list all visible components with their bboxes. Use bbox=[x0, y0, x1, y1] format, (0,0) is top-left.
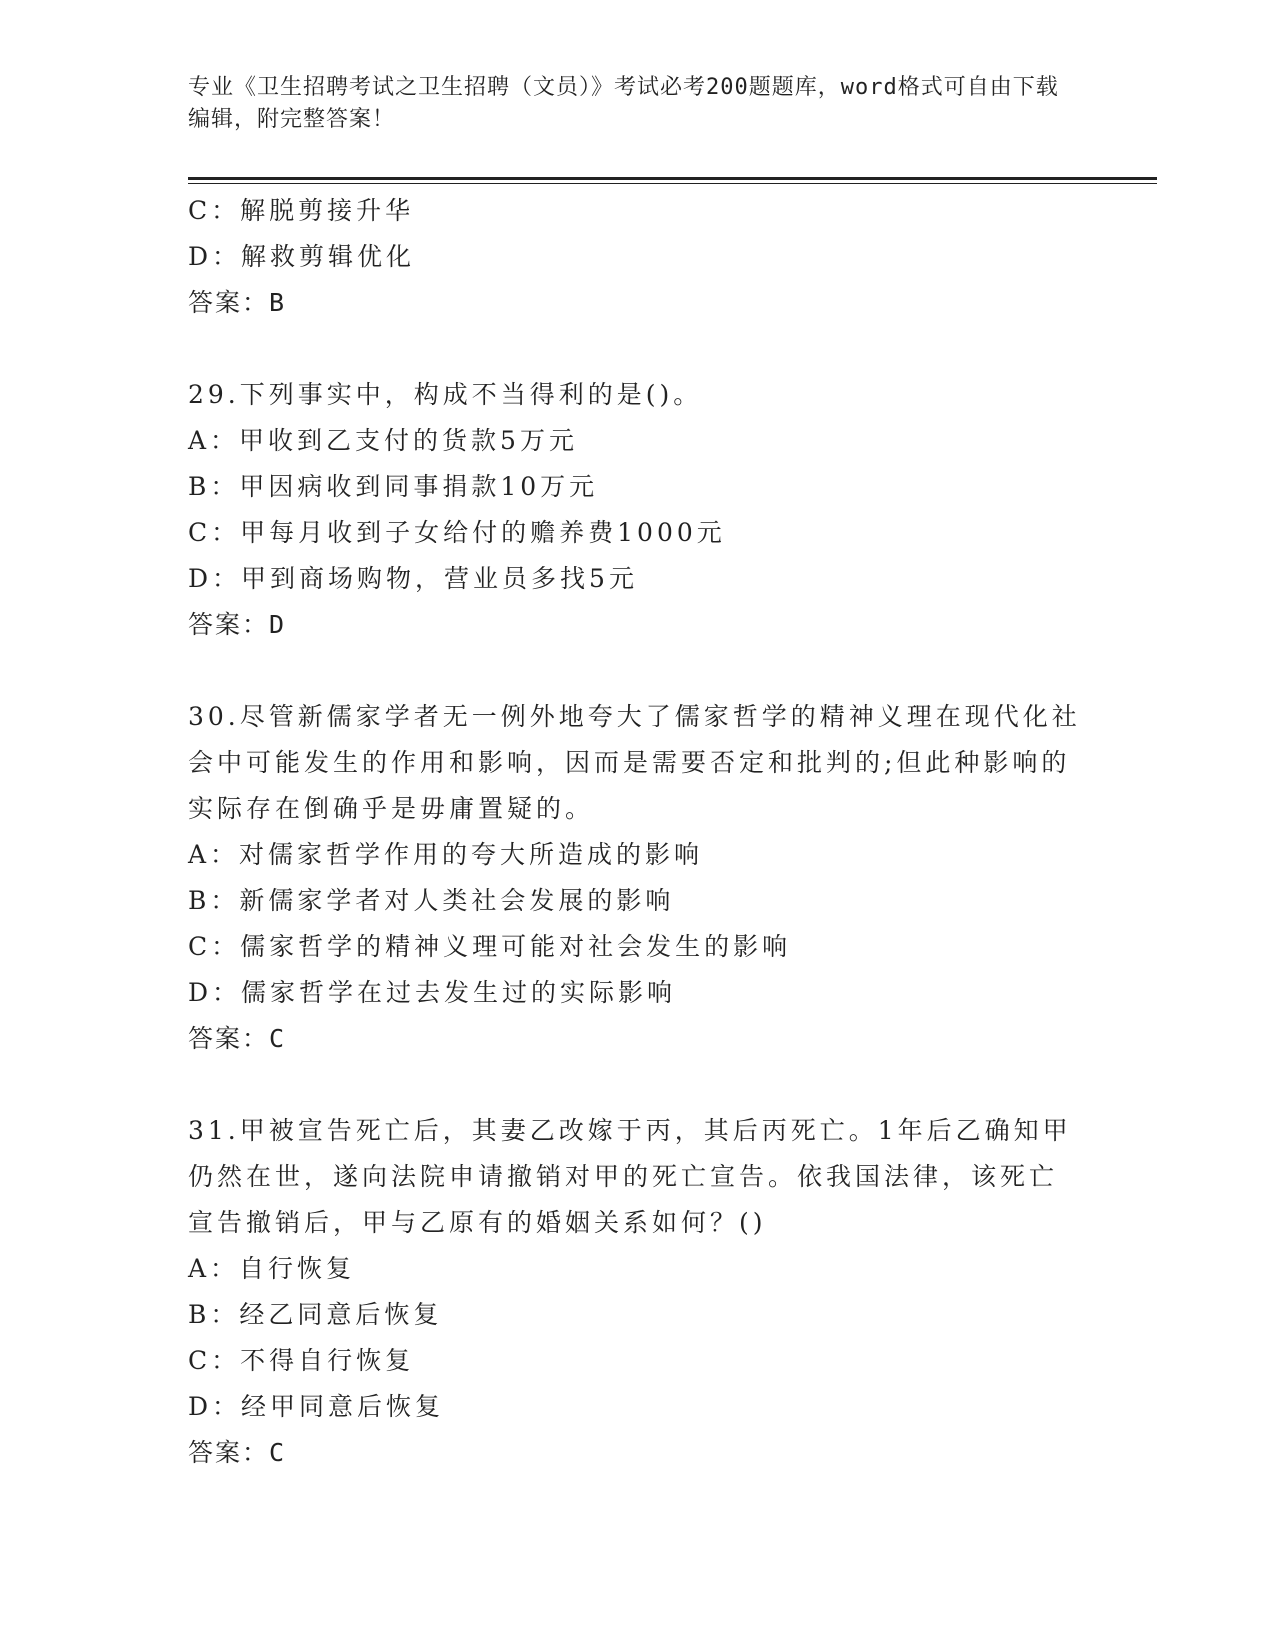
option-d: D：甲到商场购物，营业员多找5元 bbox=[188, 564, 638, 593]
answer-line: 答案：C bbox=[188, 1024, 287, 1053]
answer-line: 答案：B bbox=[188, 288, 287, 317]
document-header: 专业《卫生招聘考试之卫生招聘（文员）》考试必考200题题库，word格式可自由下载编辑，附完整答案！ bbox=[188, 75, 1059, 132]
option-a: A：甲收到乙支付的货款5万元 bbox=[188, 426, 578, 455]
option-d: D：儒家哲学在过去发生过的实际影响 bbox=[188, 978, 677, 1007]
option-c: C：儒家哲学的精神义理可能对社会发生的影响 bbox=[188, 932, 792, 961]
question-30 bbox=[188, 694, 1088, 1062]
header-divider-thick bbox=[188, 177, 1157, 180]
answer-line: 答案：D bbox=[188, 610, 287, 639]
spacer bbox=[188, 326, 1088, 372]
question-29 bbox=[188, 372, 1088, 648]
option-d: D：解救剪辑优化 bbox=[188, 242, 416, 271]
question-text-line-3: 实际存在倒确乎是毋庸置疑的。 bbox=[188, 794, 595, 823]
option-d: D：经甲同意后恢复 bbox=[188, 1392, 445, 1421]
question-text-line-3: 宣告撤销后，甲与乙原有的婚姻关系如何？() bbox=[188, 1208, 767, 1237]
question-text-line-2: 仍然在世，遂向法院申请撤销对甲的死亡宣告。依我国法律，该死亡 bbox=[188, 1162, 1059, 1191]
question-text-line-2: 会中可能发生的作用和影响，因而是需要否定和批判的;但此种影响的 bbox=[188, 748, 1071, 777]
option-c: C：解脱剪接升华 bbox=[188, 196, 415, 225]
header-divider-thin bbox=[188, 183, 1157, 184]
question-text-line-1: 30.尽管新儒家学者无一例外地夸大了儒家哲学的精神义理在现代化社 bbox=[188, 702, 1081, 731]
document-body bbox=[188, 188, 1088, 1476]
option-b: B：新儒家学者对人类社会发展的影响 bbox=[188, 886, 675, 915]
question-text: 29.下列事实中，构成不当得利的是()。 bbox=[188, 380, 703, 409]
option-a: A：对儒家哲学作用的夸大所造成的影响 bbox=[188, 840, 704, 869]
option-b: B：甲因病收到同事捐款10万元 bbox=[188, 472, 599, 501]
question-text-line-1: 31.甲被宣告死亡后，其妻乙改嫁于丙，其后丙死亡。1年后乙确知甲 bbox=[188, 1116, 1072, 1145]
answer-line: 答案：C bbox=[188, 1438, 287, 1467]
option-a: A：自行恢复 bbox=[188, 1254, 356, 1283]
option-b: B：经乙同意后恢复 bbox=[188, 1300, 443, 1329]
question-fragment bbox=[188, 188, 1088, 326]
spacer bbox=[188, 1062, 1088, 1108]
option-c: C：不得自行恢复 bbox=[188, 1346, 415, 1375]
spacer bbox=[188, 648, 1088, 694]
option-c: C：甲每月收到子女给付的赡养费1000元 bbox=[188, 518, 726, 547]
question-31 bbox=[188, 1108, 1088, 1476]
